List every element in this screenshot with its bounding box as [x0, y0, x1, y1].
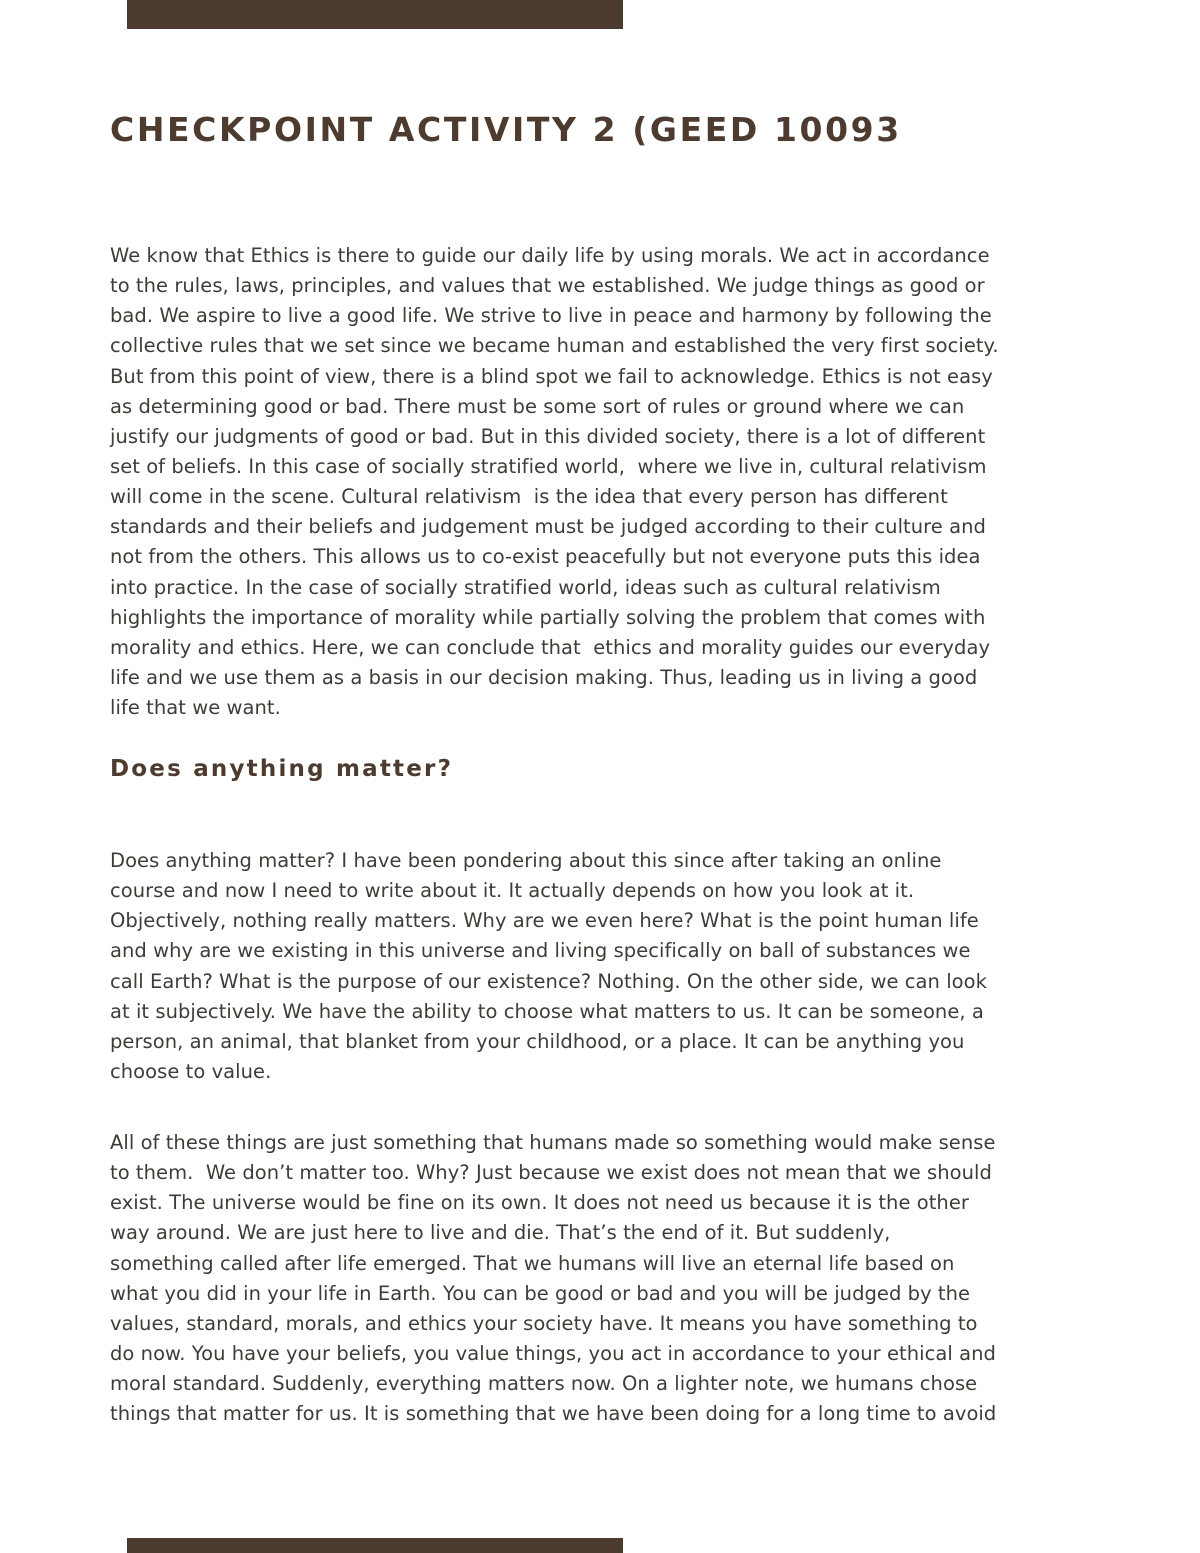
paragraph-does-anything-matter: [110, 846, 987, 1087]
text-line: choose to value.: [110, 1059, 272, 1083]
bottom-accent-bar: [127, 1538, 623, 1553]
text-line: at it subjectively. We have the ability to choose what matters to us. It can be someone, a: [110, 999, 984, 1023]
text-line: to the rules, laws, principles, and values that we established. We judge things as good or: [110, 274, 985, 298]
section-heading: Does anything matter?: [110, 756, 454, 782]
paragraph-conclusion: [110, 1128, 996, 1429]
text-line: life and we use them as a basis in our decision making. Thus, leading us in living a good: [110, 665, 978, 689]
text-line: way around. We are just here to live and die. That’s the end of it. But suddenly,: [110, 1221, 891, 1245]
text-line: justify our judgments of good or bad. But in this divided society, there is a lot of different: [110, 424, 986, 448]
paragraph-intro: [110, 241, 999, 723]
text-line: things that matter for us. It is something that we have been doing for a long time to avoid: [110, 1402, 997, 1426]
text-line: person, an animal, that blanket from your childhood, or a place. It can be anything you: [110, 1029, 965, 1053]
text-line: course and now I need to write about it. It actually depends on how you look at it.: [110, 879, 915, 903]
text-line: something called after life emerged. That we humans will live an eternal life based on: [110, 1251, 955, 1275]
text-line: Objectively, nothing really matters. Why are we even here? What is the point human life: [110, 909, 979, 933]
text-line: will come in the scene. Cultural relativism is the idea that every person has different: [110, 485, 948, 509]
text-line: into practice. In the case of socially stratified world, ideas such as cultural relativism: [110, 575, 941, 599]
text-line: values, standard, morals, and ethics your society have. It means you have something to: [110, 1311, 978, 1335]
text-line: collective rules that we set since we became human and established the very first society.: [110, 334, 999, 358]
text-line: exist. The universe would be fine on its own. It does not need us because it is the other: [110, 1191, 969, 1215]
text-line: set of beliefs. In this case of socially stratified world, where we live in, cultural relativism: [110, 454, 987, 478]
text-line: call Earth? What is the purpose of our existence? Nothing. On the other side, we can look: [110, 969, 987, 993]
top-accent-bar: [127, 0, 623, 29]
text-line: Does anything matter? I have been pondering about this since after taking an online: [110, 849, 942, 872]
text-line: and why are we existing in this universe and living specifically on ball of substances we: [110, 939, 971, 963]
text-line: All of these things are just something that humans made so something would make sense: [110, 1131, 996, 1154]
text-line: standards and their beliefs and judgement must be judged according to their culture and: [110, 515, 986, 539]
text-line: what you did in your life in Earth. You can be good or bad and you will be judged by the: [110, 1281, 971, 1305]
text-line: moral standard. Suddenly, everything matters now. On a lighter note, we humans chose: [110, 1372, 978, 1396]
text-line: We know that Ethics is there to guide our daily life by using morals. We act in accordance: [110, 244, 990, 267]
page-title: CHECKPOINT ACTIVITY 2 (GEED 10093: [110, 110, 902, 149]
text-line: life that we want.: [110, 696, 281, 720]
text-line: highlights the importance of morality while partially solving the problem that comes with: [110, 605, 986, 629]
text-line: But from this point of view, there is a blind spot we fail to acknowledge. Ethics is not easy: [110, 364, 993, 388]
text-line: morality and ethics. Here, we can conclude that ethics and morality guides our everyday: [110, 635, 991, 659]
text-line: to them. We don’t matter too. Why? Just because we exist does not mean that we should: [110, 1161, 992, 1185]
text-line: do now. You have your beliefs, you value things, you act in accordance to your ethical and: [110, 1341, 996, 1365]
text-line: bad. We aspire to live a good life. We strive to live in peace and harmony by following the: [110, 304, 992, 328]
text-line: not from the others. This allows us to co-exist peacefully but not everyone puts this idea: [110, 545, 981, 569]
text-line: as determining good or bad. There must be some sort of rules or ground where we can: [110, 394, 965, 418]
